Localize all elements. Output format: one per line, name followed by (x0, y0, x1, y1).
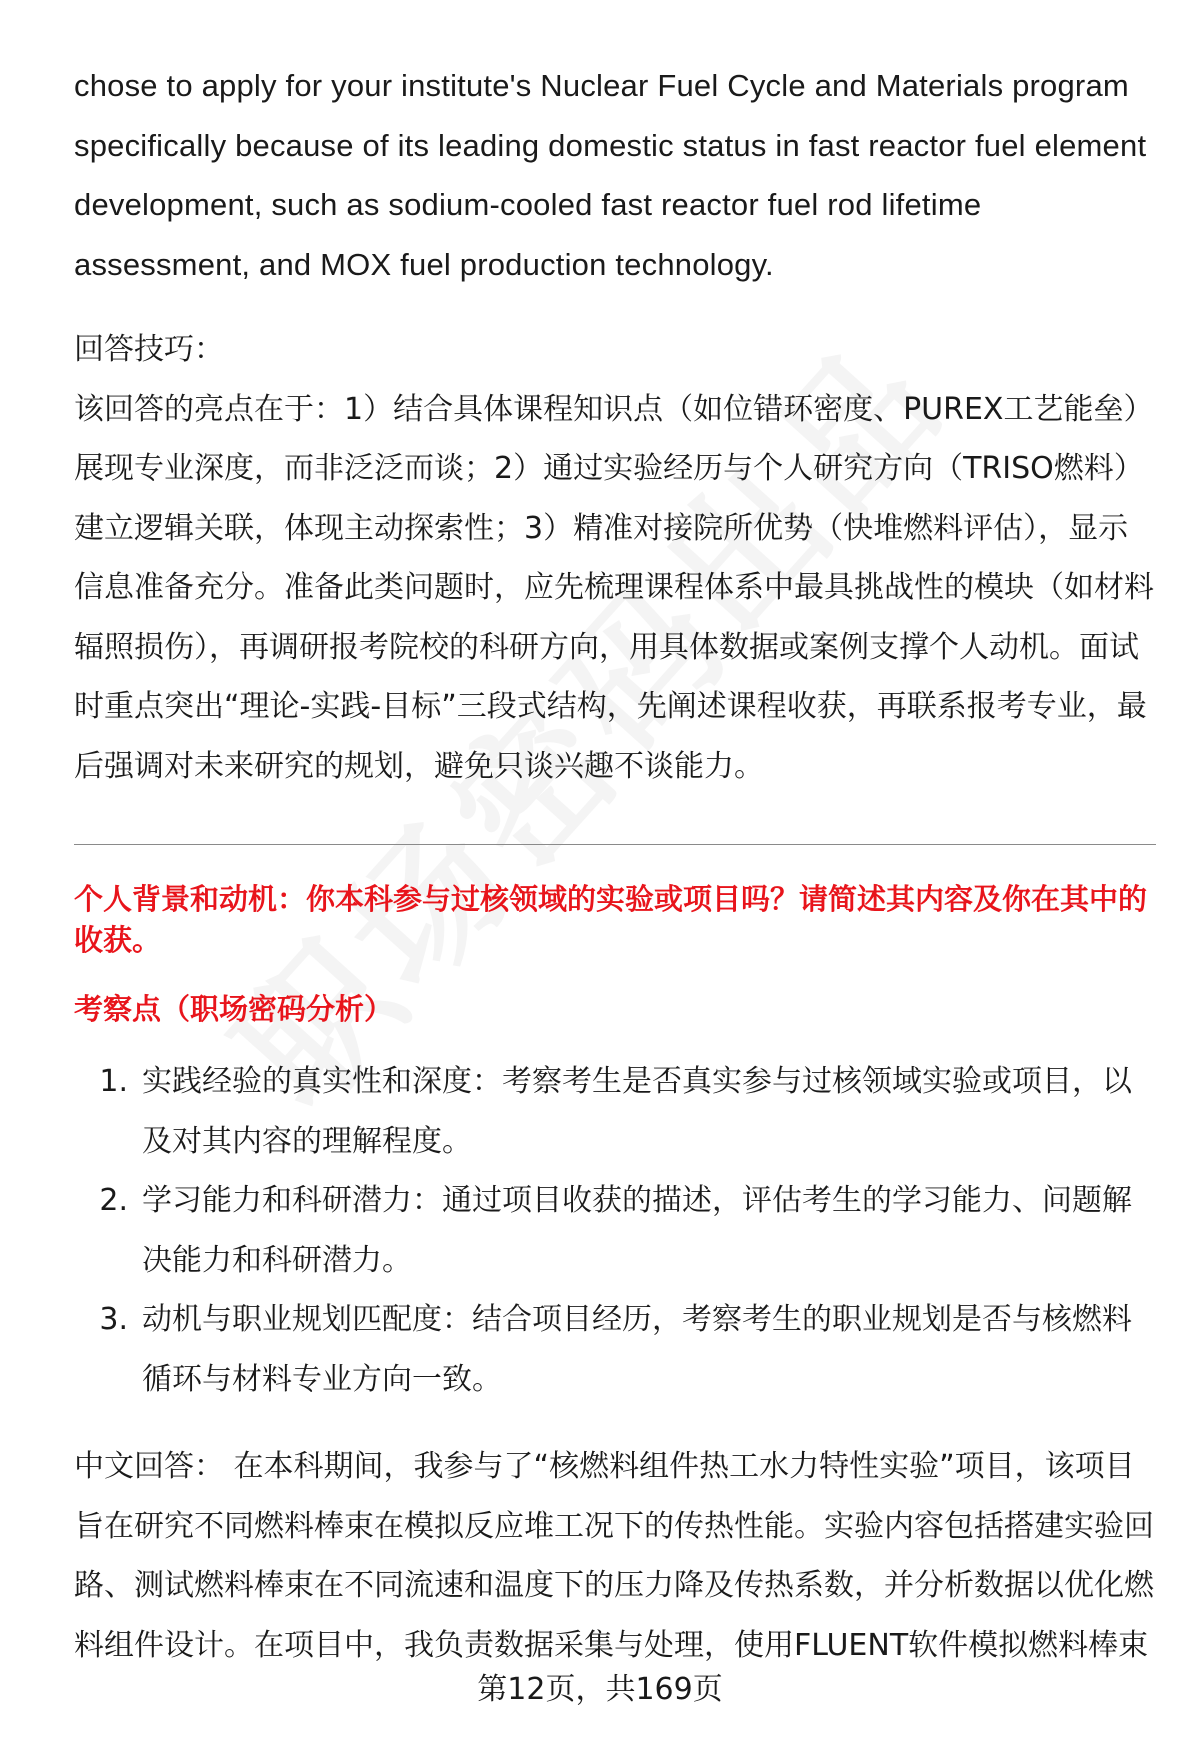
list-item-text: 动机与职业规划匹配度：结合项目经历，考察考生的职业规划是否与核燃料循环与材料专业方向一致。 (142, 1302, 1132, 1397)
document-page (74, 56, 1156, 1675)
list-item (74, 1290, 1156, 1409)
intro-english-paragraph: chose to apply for your institute's Nuclear Fuel Cycle and Materials program specifically because of its leading domestic status in fast reactor fuel element development, such as sodium-cooled fast reactor fuel rod lifetime assessment, and MOX fuel production technology. (74, 68, 1147, 282)
question-title: 个人背景和动机：你本科参与过核领域的实验或项目吗？请简述其内容及你在其中的收获。 (74, 882, 1148, 957)
list-item-text: 实践经验的真实性和深度：考察考生是否真实参与过核领域实验或项目，以及对其内容的理解程度。 (142, 1064, 1132, 1159)
chinese-answer-paragraph: 中文回答： 在本科期间，我参与了“核燃料组件热工水力特性实验”项目，该项目旨在研究不同燃料棒束在模拟反应堆工况下的传热性能。实验内容包括搭建实验回路、测试燃料棒束在不同流速和温度下的压力降及传热系数，并分析数据以优化燃料组件设计。在项目中，我负责数据采集与处理，使用FLUENT软件模拟燃料棒束 (74, 1449, 1154, 1663)
list-item (74, 1052, 1156, 1171)
list-item-number: 3. (99, 1302, 128, 1337)
tips-label: 回答技巧： (74, 332, 224, 367)
page-footer: 第12页，共169页 (477, 1672, 723, 1707)
list-item-number: 1. (99, 1064, 128, 1099)
tips-paragraph: 该回答的亮点在于：1）结合具体课程知识点（如位错环密度、PUREX工艺能垒）展现专业深度，而非泛泛而谈；2）通过实验经历与个人研究方向（TRISO燃料）建立逻辑关联，体现主动探索性；3）精准对接院所优势（快堆燃料评估），显示信息准备充分。准备此类问题时，应先梳理课程体系中最具挑战性的模块（如材料辐照损伤），再调研报考院校的科研方向，用具体数据或案例支撑个人动机。面试时重点突出“理论-实践-目标”三段式结构，先阐述课程收获，再联系报考专业，最后强调对未来研究的规划，避免只谈兴趣不谈能力。 (74, 391, 1154, 784)
list-item-text: 学习能力和科研潜力：通过项目收获的描述，评估考生的学习能力、问题解决能力和科研潜力。 (142, 1183, 1132, 1278)
section-divider (74, 844, 1156, 845)
list-item (74, 1171, 1156, 1290)
list-item-number: 2. (99, 1183, 128, 1218)
assessment-points-list (74, 1052, 1156, 1409)
assessment-points-heading: 考察点（职场密码分析） (74, 992, 394, 1026)
